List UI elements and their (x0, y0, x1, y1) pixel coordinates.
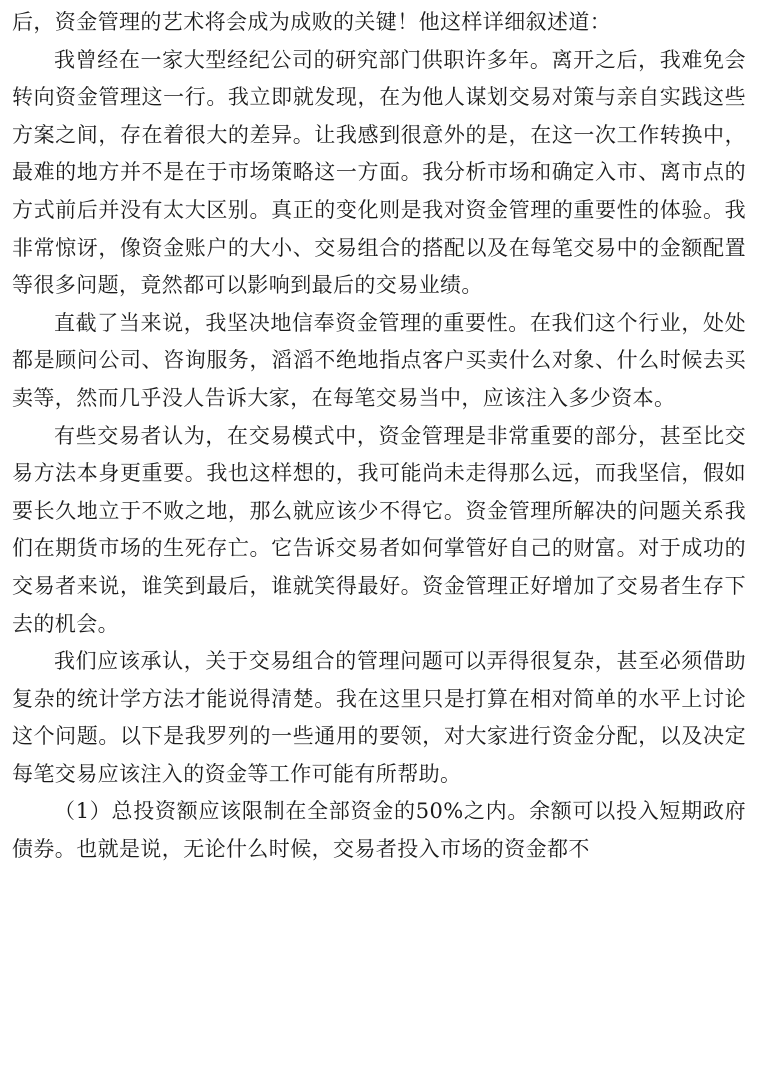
paragraph-brokerage-experience: 我曾经在一家大型经纪公司的研究部门供职许多年。离开之后，我难免会转向资金管理这一行。我立即就发现，在为他人谋划交易对策与亲自实践这些方案之间，存在着很大的差异。让我感到很意外的是，在这一次工作转换中，最难的地方并不是在于市场策略这一方面。我分析市场和确定入市、离市点的方式前后并没有太大区别。真正的变化则是我对资金管理的重要性的体验。我非常惊讶，像资金账户的大小、交易组合的搭配以及在每笔交易中的金额配置等很多问题，竟然都可以影响到最后的交易业绩。 (12, 47, 746, 298)
paragraph-trading-model: 有些交易者认为，在交易模式中，资金管理是非常重要的部分，甚至比交易方法本身更重要。我也这样想的，我可能尚未走得那么远，而我坚信，假如要长久地立于不败之地，那么就应该少不得它。资金管理所解决的问题关系我们在期货市场的生死存亡。它告诉交易者如何掌管好自己的财富。对于成功的交易者来说，谁笑到最后，谁就笑得最好。资金管理正好增加了交易者生存下去的机会。 (12, 423, 746, 636)
paragraph-portfolio-management: 我们应该承认，关于交易组合的管理问题可以弄得很复杂，甚至必须借助复杂的统计学方法才能说得清楚。我在这里只是打算在相对简单的水平上讨论这个问题。以下是我罗列的一些通用的要领，对大家进行资金分配，以及决定每笔交易应该注入的资金等工作可能有所帮助。 (12, 649, 746, 786)
paragraph-rule-1: （1）总投资额应该限制在全部资金的50%之内。余额可以投入短期政府债券。也就是说，无论什么时候，交易者投入市场的资金都不 (12, 799, 746, 862)
paragraph-continuation: 后，资金管理的艺术将会成为成败的关键！他这样详细叙述道： (12, 10, 612, 34)
paragraph-money-management-belief: 直截了当来说，我坚决地信奉资金管理的重要性。在我们这个行业，处处都是顾问公司、咨询服务，滔滔不绝地指点客户买卖什么对象、什么时候去买卖等，然而几乎没人告诉大家，在每笔交易当中，应该注入多少资本。 (12, 310, 746, 410)
